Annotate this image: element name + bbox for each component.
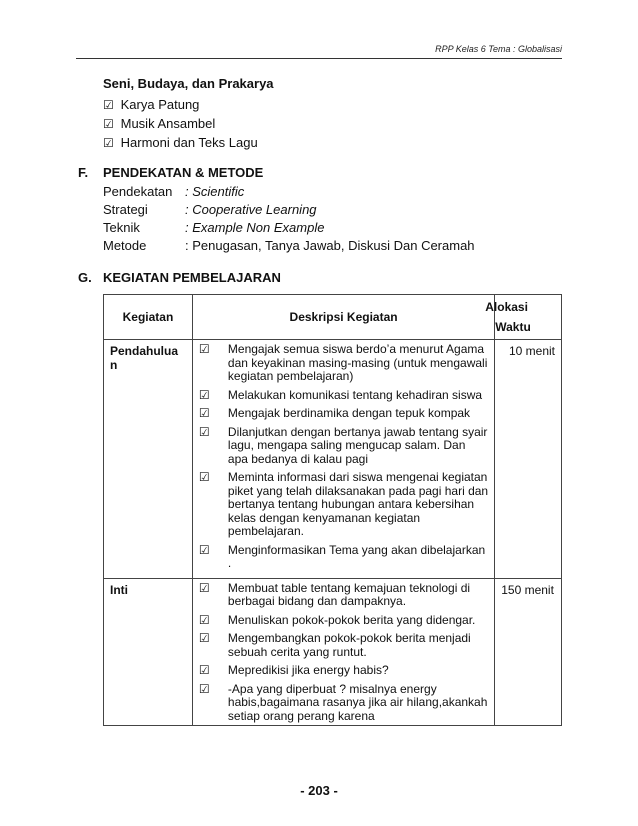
meta-row-pendekatan xyxy=(103,183,244,201)
checkbox-checked-icon: ☑ xyxy=(198,387,210,402)
list-item-label: Harmoni dan Teks Lagu xyxy=(120,135,258,150)
header-deskripsi: Deskripsi Kegiatan xyxy=(192,295,494,340)
section-title: KEGIATAN PEMBELAJARAN xyxy=(103,270,281,285)
item-text: Mengajak berdinamika dengan tepuk kompak xyxy=(227,406,471,420)
list-item xyxy=(193,582,494,609)
meta-value: : Scientific xyxy=(185,184,245,199)
table-header-row xyxy=(104,295,562,340)
header-kegiatan: Kegiatan xyxy=(104,295,193,340)
meta-key: Strategi xyxy=(103,202,148,217)
list-item xyxy=(193,407,494,421)
meta-row-teknik xyxy=(103,219,324,237)
meta-key: Metode xyxy=(103,238,147,253)
header-rule xyxy=(76,58,562,59)
item-text: Mengajak semua siswa berdo’a menurut Agama dan keyakinan masing-masing (untuk mengawali kegiatan pembelajaran) xyxy=(227,342,488,383)
header-alokasi-line2: Waktu xyxy=(495,320,531,334)
section-f-heading xyxy=(78,165,264,180)
list-item xyxy=(193,343,494,384)
section-letter: F. xyxy=(78,165,89,180)
subject-title: Seni, Budaya, dan Prakarya xyxy=(103,76,274,91)
list-item xyxy=(103,114,258,133)
checkbox-checked-icon: ☑ xyxy=(198,663,210,677)
meta-row-strategi xyxy=(103,201,317,219)
running-header: RPP Kelas 6 Tema : Globalisasi xyxy=(435,44,562,54)
header-alokasi-line1: Alokasi xyxy=(485,300,528,314)
checkbox-checked-icon: ☑ xyxy=(198,470,210,484)
item-text: Dilanjutkan dengan bertanya jawab tentang syair lagu, mengapa saling mengucap salam. Dan apa bedanya di kalau pagi xyxy=(227,424,488,466)
section-letter: G. xyxy=(78,270,92,285)
checkbox-checked-icon: ☑ xyxy=(198,612,210,627)
item-text: Mengembangkan pokok-pokok berita menjadi sebuah cerita yang runtut. xyxy=(227,631,471,659)
item-text: Melakukan komunikasi tentang kehadiran siswa xyxy=(227,387,483,402)
page-number: - 203 - xyxy=(300,783,338,798)
checkbox-checked-icon: ☑ xyxy=(198,631,210,645)
list-item xyxy=(193,426,494,467)
checkbox-checked-icon: ☑ xyxy=(198,424,210,439)
item-text: Menuliskan pokok-pokok berita yang didengar. xyxy=(227,612,476,627)
list-item xyxy=(193,683,494,724)
section-title: PENDEKATAN & METODE xyxy=(103,165,264,180)
section-g-heading xyxy=(78,270,281,285)
meta-key: Pendekatan xyxy=(103,184,173,199)
checkbox-checked-icon: ☑ xyxy=(103,117,114,131)
phase-cell: Inti xyxy=(104,578,193,726)
meta-value: : Example Non Example xyxy=(185,220,325,235)
meta-row-metode xyxy=(103,237,475,255)
checkbox-checked-icon: ☑ xyxy=(198,681,210,696)
table-row xyxy=(104,578,562,726)
subject-list xyxy=(103,95,258,152)
meta-key: Teknik xyxy=(103,220,140,235)
list-item xyxy=(193,389,494,403)
list-item xyxy=(193,632,494,659)
checkbox-checked-icon: ☑ xyxy=(198,406,210,420)
time-cell: 150 menit xyxy=(495,578,562,726)
list-item xyxy=(193,471,494,539)
description-cell xyxy=(192,578,494,726)
meta-value: : Penugasan, Tanya Jawab, Diskusi Dan Ceramah xyxy=(185,238,475,253)
activity-table xyxy=(103,294,562,726)
checkbox-checked-icon: ☑ xyxy=(198,342,210,356)
description-cell xyxy=(192,340,494,579)
item-text: Menginformasikan Tema yang akan dibelajarkan . xyxy=(227,542,486,570)
header-alokasi xyxy=(485,295,562,340)
list-item xyxy=(193,614,494,628)
time-cell: 10 menit xyxy=(495,340,562,579)
list-item xyxy=(103,95,258,114)
table-row xyxy=(104,340,562,579)
checkbox-checked-icon: ☑ xyxy=(103,98,114,112)
meta-value: : Cooperative Learning xyxy=(185,202,317,217)
item-text: Membuat table tentang kemajuan teknologi di berbagai bidang dan dampaknya. xyxy=(227,580,471,608)
list-item xyxy=(193,664,494,678)
checkbox-checked-icon: ☑ xyxy=(198,580,210,595)
list-item-label: Musik Ansambel xyxy=(120,116,216,131)
list-item xyxy=(193,544,494,571)
item-text: Meminta informasi dari siswa mengenai kegiatan piket yang telah dilaksanakan pada pagi hari dan bertanya tentang hubungan antara kebersihan kelas dengan kenyamanan kegiatan pembelajaran. xyxy=(227,470,489,538)
checkbox-checked-icon: ☑ xyxy=(103,136,114,150)
checkbox-checked-icon: ☑ xyxy=(198,542,210,557)
list-item xyxy=(103,133,258,152)
phase-cell: Pendahulua n xyxy=(104,340,193,579)
item-text: -Apa yang diperbuat ? misalnya energy habis,bagaimana rasanya jika air hilang,akankah setiap orang perang karena xyxy=(227,681,488,723)
list-item-label: Karya Patung xyxy=(120,97,200,112)
item-text: Mepredikisi jika energy habis? xyxy=(227,663,389,677)
